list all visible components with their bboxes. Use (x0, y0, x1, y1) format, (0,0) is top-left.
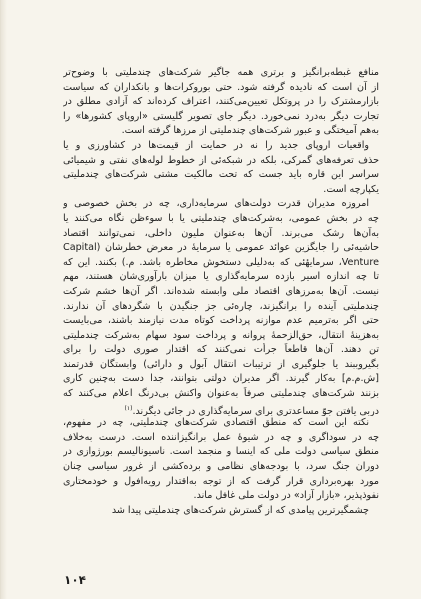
text-line: نیست. آن‌ها به‌مرزهای اقتصاد ملی وابسته شده‌اند. اگر آن‌ها خشم شرکت (63, 285, 379, 297)
text-line: دربی یافتن جوّ مساعدتری برای سرمایه‌گذاری در جائی دیگرند.$^{(۱)}$ (124, 404, 379, 417)
text-line: امروزه مدیران قدرت دولت‌های سرمایه‌داری، چه در بخش خصوصی و (63, 198, 369, 210)
text-line: به‌هزینهٔ انتقال، حق‌الزحمهٔ پروانه و پرداخت سود سهام به‌شرکت چندملیتی (63, 329, 379, 341)
text-line: سراسر این قاره باید جست که تحت مالکیت مشتی شرکت‌های چندملیتی (63, 169, 379, 181)
paragraph (63, 416, 379, 504)
paragraph (63, 139, 379, 197)
paragraph (63, 66, 379, 139)
text-line: حذف تعرفه‌های گمرکی، بلکه در شبکه‌ئی از خطوط لوله‌های نفتی و شیمیائی (63, 154, 379, 166)
text-line: چه در بخش عمومی، به‌شرکت‌های چندملیتی یا با سوءظن نگاه می‌کنند یا (63, 212, 379, 224)
text-line: بگیروببند یا جلوگیری از ترتیبات انتقال آبول و دارائی) وابستگان قدرتمند (63, 358, 379, 370)
text-line: تجارت دیگر به‌درد نمی‌خورد. دیگر جای تصویر گلیستی «اروپای کشورها» را (63, 110, 379, 122)
body-text (63, 66, 379, 518)
text-line: حتی اگر به‌ترمیم عدم موازنه پرداخت کوتاه مدت نیازمند باشند، می‌بایست (63, 315, 379, 327)
text-line: بزنند شرکت‌های چندملیتی صرفاً به‌عنوان واکنش بی‌درنگ اعلام می‌کنند که (63, 388, 379, 400)
footnote-marker: (۱) (124, 404, 133, 412)
text-line: واقعیات اروپای جدید را نه در حمایت از قیمت‌ها در کشاورزی و یا (63, 139, 369, 151)
text-line: دوران جنگ سرد، با بودجه‌های نظامی و برده‌کشی از غرور سیاسی چنان (63, 461, 379, 473)
text-line: چه در سوداگری و چه در شیوهٔ عمل برانگیزاننده است. درست به‌خلاف (63, 431, 379, 443)
text-line: منافع غبطه‌برانگیز و برتری همه جاگیر شرکت‌های چندملیتی با وضوح‌تر (63, 67, 379, 78)
text-line: چشمگیرترین پیامدی که از گسترش شرکت‌های چندملیتی پیدا شد (111, 504, 369, 516)
text-line: تن دهند. آن‌ها قاطعاً جرأت نمی‌کنند که اقتدار صوری دولت را برای (63, 344, 379, 356)
page-number: ۱۰۴ (64, 573, 86, 587)
text-line: منطق سیاسی دولت ملی که اینسا و منجمد است. ناسیونالیسم بورژوازی در (63, 446, 379, 458)
text-line: از آن است که نادیده گرفته شود. حتی بوروکرات‌ها و بانکداران که سیاست (63, 81, 379, 93)
text-line: بازارمشترک را در پروتکل تعیین‌می‌کنند، اعتراف کرده‌اند که آزادی مطلق در (63, 96, 379, 108)
text-line: [ش.م.م] به‌کار گیرند. اگر مدیران دولتی بتوانند، جدا دست به‌چنین کاری (63, 373, 379, 385)
text-line: نکته این است که منطق اقتصادی شرکت‌های چندملیتی، چه در مفهوم، (63, 417, 369, 429)
text-line: به‌هم آمیختگی و عبور شرکت‌های چندملیتی از مرزها گرفته است. (121, 125, 379, 137)
text-line: یکپارچه است. (323, 183, 379, 195)
text-line: Venture، سرمایهٔئی که به‌دلیلی دستخوش مخاطره باشد. م.) بکنند. این که (63, 256, 379, 268)
text-line: چندملیتی آینده را برانگیزند، چاره‌ئی جز جنگیدن با شگردهای آن ندارند. (63, 300, 379, 312)
paragraph (63, 504, 379, 519)
text-line: حاشیه‌ئی را جایگزین عوائد عمومی یا سرمایهٔ در معرض خطرشان (Capital (63, 242, 379, 254)
text-line: به‌آن‌ها رشک می‌برند. آن‌ها به‌عنوان ملیون داخلی، نمی‌توانند اقتصاد (63, 227, 379, 239)
page-edge-shadow (1, 0, 7, 599)
paragraph (63, 197, 379, 416)
text-line: مورد بهره‌برداری قرار گرفت که از توجه به‌اقتدار رویه‌افول و خودمختاری (63, 475, 379, 487)
text-line: نفوذپذیر، «بازار آزاد» در دولت ملی غافل ماند. (193, 490, 379, 502)
text-line: تا چه اندازه اسیر بازده سرمایه‌گذاری یا میزان بارآوری‌شان هستند، مهم (63, 271, 379, 283)
